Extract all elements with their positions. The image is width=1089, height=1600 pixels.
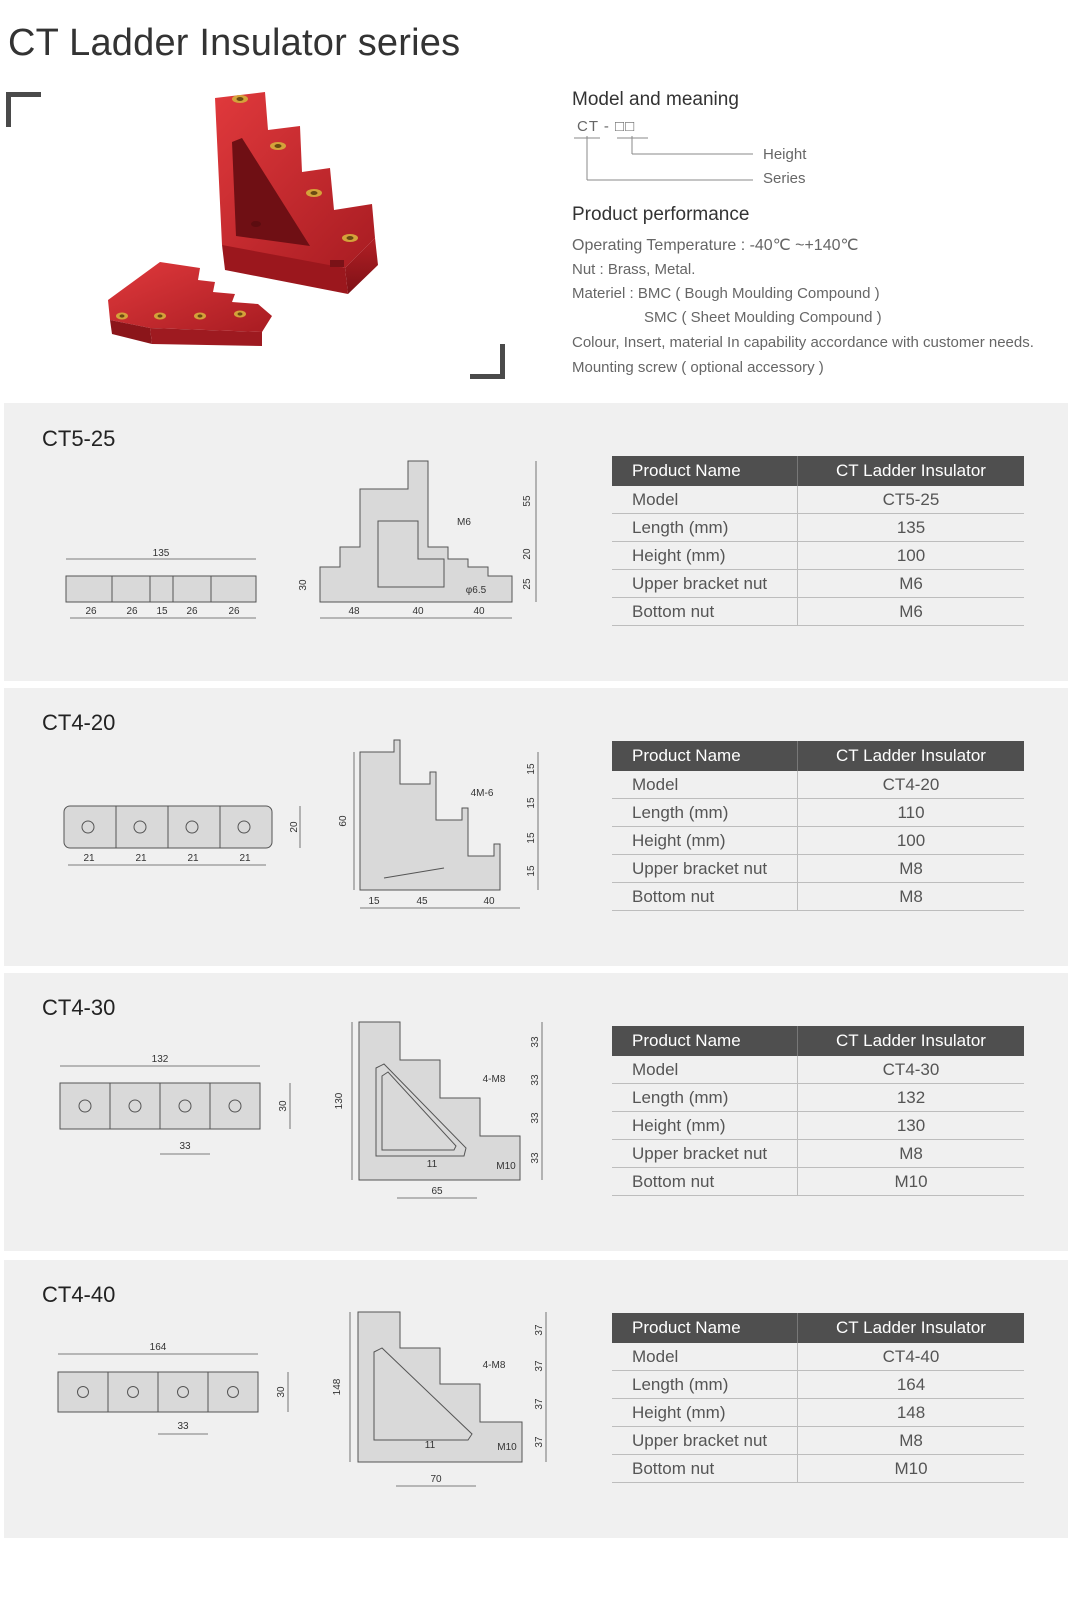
svg-text:37: 37 [534, 1436, 545, 1448]
svg-text:65: 65 [431, 1186, 443, 1197]
section-title: CT4-30 [42, 995, 116, 1020]
row-value: M8 [798, 1427, 1025, 1455]
svg-text:4M-6: 4M-6 [470, 788, 494, 799]
model-heading: Model and meaning [572, 89, 739, 110]
section-ct4-20 [4, 688, 1068, 966]
row-value: 135 [798, 514, 1025, 542]
svg-text:21: 21 [187, 853, 199, 864]
spec-table [612, 741, 1024, 911]
row-key: Model [612, 1056, 798, 1084]
row-key: Height (mm) [612, 1112, 798, 1140]
svg-text:40: 40 [473, 606, 485, 617]
header-value: CT Ladder Insulator [798, 456, 1025, 486]
svg-text:15: 15 [156, 606, 168, 617]
row-key: Model [612, 1343, 798, 1371]
row-value: CT5-25 [798, 486, 1025, 514]
row-value: M8 [798, 1140, 1025, 1168]
row-key: Length (mm) [612, 1084, 798, 1112]
svg-text:26: 26 [126, 606, 138, 617]
row-key: Model [612, 771, 798, 799]
row-key: Bottom nut [612, 598, 798, 626]
perf-nut: Nut : Brass, Metal. [572, 261, 696, 278]
svg-text:37: 37 [534, 1360, 545, 1372]
svg-text:4-M8: 4-M8 [482, 1360, 506, 1371]
svg-text:26: 26 [186, 606, 198, 617]
ct4-20-drawing [54, 738, 554, 918]
svg-text:30: 30 [278, 1100, 289, 1112]
header-key: Product Name [612, 456, 798, 486]
spec-table [612, 1026, 1024, 1196]
row-value: M6 [798, 570, 1025, 598]
svg-text:33: 33 [530, 1112, 541, 1124]
svg-text:33: 33 [530, 1152, 541, 1164]
row-value: M10 [798, 1168, 1025, 1196]
svg-text:M10: M10 [497, 1442, 517, 1453]
row-key: Model [612, 486, 798, 514]
svg-text:70: 70 [430, 1474, 442, 1485]
svg-text:37: 37 [534, 1324, 545, 1336]
section-ct4-40 [4, 1260, 1068, 1538]
svg-text:26: 26 [228, 606, 240, 617]
svg-text:11: 11 [424, 1440, 436, 1451]
svg-text:21: 21 [83, 853, 95, 864]
perf-temperature: Operating Temperature : -40℃ ~+140℃ [572, 237, 859, 254]
svg-text:40: 40 [483, 896, 495, 907]
row-key: Upper bracket nut [612, 855, 798, 883]
svg-text:φ6.5: φ6.5 [465, 585, 487, 596]
header-value: CT Ladder Insulator [798, 1313, 1025, 1343]
row-value: CT4-40 [798, 1343, 1025, 1371]
row-value: 100 [798, 542, 1025, 570]
svg-text:164: 164 [149, 1342, 167, 1353]
row-value: CT4-30 [798, 1056, 1025, 1084]
row-key: Bottom nut [612, 883, 798, 911]
section-title: CT4-40 [42, 1282, 116, 1307]
page-title: CT Ladder Insulator series [8, 22, 461, 64]
row-value: 100 [798, 827, 1025, 855]
svg-text:33: 33 [530, 1036, 541, 1048]
svg-text:37: 37 [534, 1398, 545, 1410]
svg-text:15: 15 [526, 865, 537, 877]
row-value: 130 [798, 1112, 1025, 1140]
svg-text:30: 30 [298, 579, 309, 591]
perf-mounting: Mounting screw ( optional accessory ) [572, 359, 824, 376]
row-value: M8 [798, 883, 1025, 911]
svg-text:33: 33 [179, 1141, 191, 1152]
model-series-label: Series [763, 170, 806, 187]
row-value: M10 [798, 1455, 1025, 1483]
spec-table [612, 456, 1024, 626]
svg-text:60: 60 [338, 815, 349, 827]
svg-text:30: 30 [276, 1386, 287, 1398]
svg-text:15: 15 [526, 797, 537, 809]
svg-text:33: 33 [530, 1074, 541, 1086]
header-key: Product Name [612, 741, 798, 771]
svg-text:130: 130 [334, 1092, 345, 1110]
model-height-label: Height [763, 146, 807, 163]
ct4-40-drawing [52, 1308, 552, 1498]
section-ct5-25 [4, 403, 1068, 681]
ct5-25-drawing [54, 455, 554, 630]
svg-text:4-M8: 4-M8 [482, 1074, 506, 1085]
row-key: Height (mm) [612, 1399, 798, 1427]
svg-text:135: 135 [152, 548, 170, 559]
svg-text:25: 25 [522, 578, 533, 590]
performance-heading: Product performance [572, 204, 750, 225]
header-key: Product Name [612, 1026, 798, 1056]
section-title: CT5-25 [42, 426, 116, 451]
svg-text:45: 45 [416, 896, 428, 907]
product-photo [0, 70, 520, 400]
row-key: Height (mm) [612, 827, 798, 855]
row-value: M8 [798, 855, 1025, 883]
perf-colour: Colour, Insert, material In capability accordance with customer needs. [572, 334, 1034, 351]
row-key: Upper bracket nut [612, 1427, 798, 1455]
row-key: Length (mm) [612, 1371, 798, 1399]
svg-text:15: 15 [526, 832, 537, 844]
svg-text:M10: M10 [496, 1161, 516, 1172]
svg-text:M6: M6 [457, 517, 471, 528]
header-value: CT Ladder Insulator [798, 1026, 1025, 1056]
svg-text:20: 20 [522, 548, 533, 560]
svg-text:15: 15 [368, 896, 380, 907]
row-key: Bottom nut [612, 1455, 798, 1483]
row-key: Length (mm) [612, 514, 798, 542]
model-code: CT - □□ [577, 118, 636, 135]
spec-table [612, 1313, 1024, 1483]
svg-text:21: 21 [135, 853, 147, 864]
svg-text:148: 148 [332, 1378, 343, 1396]
row-key: Upper bracket nut [612, 1140, 798, 1168]
row-key: Bottom nut [612, 1168, 798, 1196]
svg-text:48: 48 [348, 606, 360, 617]
svg-text:55: 55 [522, 495, 533, 507]
svg-text:20: 20 [289, 821, 300, 833]
ct4-30-drawing [54, 1018, 554, 1208]
row-value: 110 [798, 799, 1025, 827]
header-value: CT Ladder Insulator [798, 741, 1025, 771]
svg-text:26: 26 [85, 606, 97, 617]
svg-text:15: 15 [526, 763, 537, 775]
row-key: Height (mm) [612, 542, 798, 570]
perf-material-smc: SMC ( Sheet Moulding Compound ) [644, 309, 882, 326]
svg-text:11: 11 [426, 1159, 438, 1170]
row-value: M6 [798, 598, 1025, 626]
perf-material-bmc: Materiel : BMC ( Bough Moulding Compound ) [572, 285, 880, 302]
row-value: CT4-20 [798, 771, 1025, 799]
row-value: 164 [798, 1371, 1025, 1399]
svg-text:132: 132 [151, 1054, 169, 1065]
section-title: CT4-20 [42, 710, 116, 735]
svg-text:40: 40 [412, 606, 424, 617]
row-value: 132 [798, 1084, 1025, 1112]
svg-text:21: 21 [239, 853, 251, 864]
row-key: Upper bracket nut [612, 570, 798, 598]
header-key: Product Name [612, 1313, 798, 1343]
model-code-diagram [570, 132, 770, 187]
section-ct4-30 [4, 973, 1068, 1251]
row-key: Length (mm) [612, 799, 798, 827]
row-value: 148 [798, 1399, 1025, 1427]
svg-text:33: 33 [177, 1421, 189, 1432]
